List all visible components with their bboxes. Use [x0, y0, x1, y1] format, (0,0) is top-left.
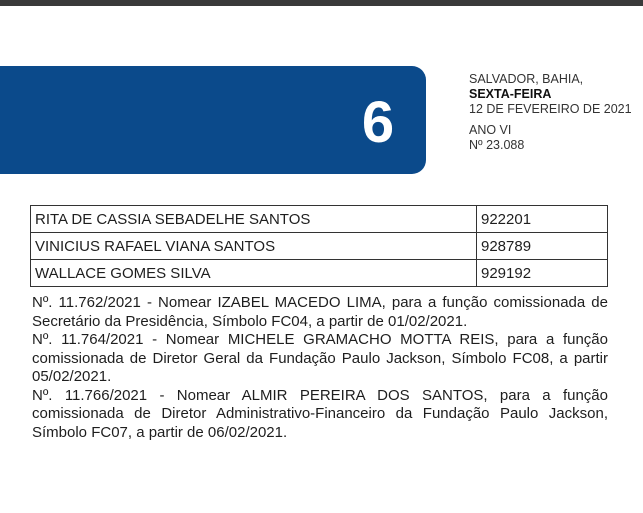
table-row: [31, 206, 608, 233]
registration-number: 929192: [477, 260, 608, 287]
employee-name: WALLACE GOMES SILVA: [31, 260, 477, 287]
city: SALVADOR, BAHIA,: [469, 72, 584, 86]
table-row: [31, 260, 608, 287]
employee-name: RITA DE CASSIA SEBADELHE SANTOS: [31, 206, 477, 233]
registration-number: 928789: [477, 233, 608, 260]
staff-table: [30, 205, 608, 287]
employee-name: VINICIUS RAFAEL VIANA SANTOS: [31, 233, 477, 260]
issue-number: Nº 23.088: [469, 138, 525, 152]
top-bar: [0, 0, 643, 6]
weekday: SEXTA-FEIRA: [469, 87, 552, 101]
decree-text: [32, 294, 608, 442]
decree-paragraph: Nº. 11.764/2021 - Nomear MICHELE GRAMACHO MOTTA REIS, para a função comissionada de Diretor Geral da Fundação Paulo Jackson, Símbolo FC08, a partir 05/02/2021.: [32, 331, 608, 385]
date: 12 DE FEVEREIRO DE 2021: [469, 102, 632, 116]
year: ANO VI: [469, 123, 512, 137]
table-row: [31, 233, 608, 260]
header-info: [469, 72, 639, 153]
registration-number: 922201: [477, 206, 608, 233]
decree-paragraph: Nº. 11.766/2021 - Nomear ALMIR PEREIRA DOS SANTOS, para a função comissionada de Diretor Administrativo-Financeiro da Fundação Paulo Jackson, Símbolo FC07, a partir de 06/02/2021.: [32, 386, 608, 441]
decree-paragraph: Nº. 11.762/2021 - Nomear IZABEL MACEDO LIMA, para a função comissionada de Secretário da Presidência, Símbolo FC04, a partir de 01/02/2021.: [32, 294, 608, 330]
page-number: 6: [361, 90, 395, 155]
